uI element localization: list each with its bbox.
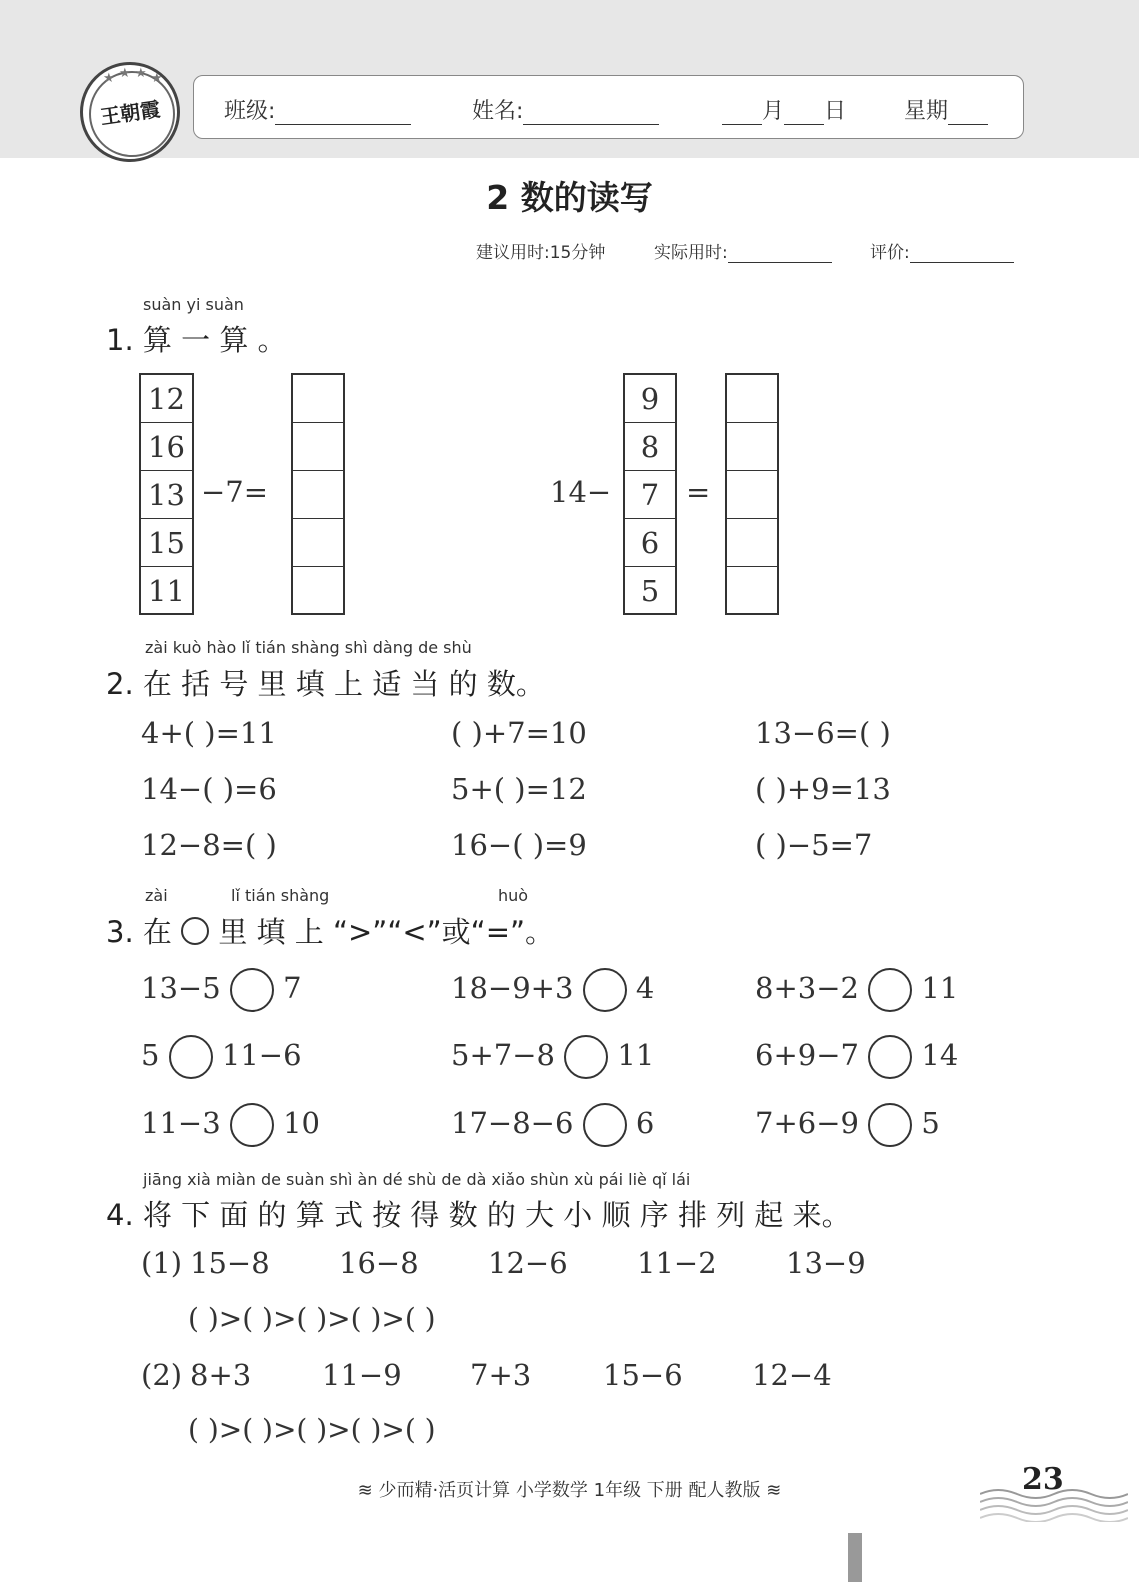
page-number: 23 <box>1022 1462 1064 1497</box>
q2-equation[interactable]: 16−( )=9 <box>451 828 587 862</box>
q4-part2-item: 8+3 <box>190 1358 252 1392</box>
logo-star-icon: ★ <box>103 71 115 86</box>
q4-part2-item: 11−9 <box>322 1358 402 1392</box>
q3-left-expr: 5 <box>141 1038 160 1072</box>
q3-right-expr: 11 <box>921 971 959 1005</box>
q3-right-expr: 11−6 <box>221 1038 302 1072</box>
q4-part2-item: 15−6 <box>603 1358 683 1392</box>
q1-left-answer-column <box>291 373 345 615</box>
logo-star-icon: ★ <box>151 71 163 86</box>
q1-right-prefix: 14− <box>550 475 612 509</box>
weekday-label: 星期 <box>904 99 949 124</box>
q4-part1-item: 13−9 <box>786 1246 866 1280</box>
class-label: 班级: <box>224 99 276 124</box>
actual-time-field[interactable] <box>654 238 832 263</box>
q3-comparison <box>141 1103 320 1147</box>
q1-heading: 1. 算 一 算 。 <box>106 323 287 357</box>
q3-pinyin: zài <box>145 886 168 905</box>
q3-comparison <box>451 1103 654 1147</box>
answer-box[interactable] <box>293 519 343 567</box>
page-title: 2 数的读写 <box>486 178 653 217</box>
day-blank[interactable] <box>784 102 824 125</box>
q3-comparison <box>141 1035 302 1079</box>
weekday-field[interactable] <box>904 94 988 125</box>
q2-equation[interactable]: 13−6=( ) <box>755 716 891 750</box>
answer-box[interactable] <box>293 423 343 471</box>
q1-right-number: 9 <box>625 375 675 423</box>
comparison-circle[interactable] <box>868 1103 912 1147</box>
q4-pinyin: jiāng xià miàn de suàn shì àn dé shù de dà xiǎo shùn xù pái liè qǐ lái <box>143 1170 691 1189</box>
logo-star-icon: ★ <box>119 66 131 81</box>
q1-left-number: 12 <box>141 375 192 423</box>
student-info-box <box>193 75 1024 139</box>
actual-time-label: 实际用时: <box>654 243 728 263</box>
answer-box[interactable] <box>293 375 343 423</box>
weekday-blank[interactable] <box>948 102 988 125</box>
comparison-circle[interactable] <box>868 968 912 1012</box>
q3-left-expr: 7+6−9 <box>755 1106 859 1140</box>
comparison-circle[interactable] <box>583 968 627 1012</box>
q4-part2-label: (2) <box>141 1358 183 1392</box>
q2-equation[interactable]: 5+( )=12 <box>451 772 587 806</box>
q1-right-answer-column <box>725 373 779 615</box>
q3-pinyin: huò <box>498 886 529 905</box>
comparison-circle[interactable] <box>230 968 274 1012</box>
q1-left-operation: −7= <box>201 475 269 509</box>
answer-box[interactable] <box>293 567 343 615</box>
q2-pinyin: zài kuò hào lǐ tián shàng shì dàng de shù <box>145 638 472 657</box>
q2-heading: 2. 在 括 号 里 填 上 适 当 的 数。 <box>106 667 545 701</box>
q1-left-number: 16 <box>141 423 192 471</box>
actual-time-blank[interactable] <box>728 244 832 263</box>
month-blank[interactable] <box>722 102 762 125</box>
q4-part1-label: (1) <box>141 1246 183 1280</box>
q2-equation[interactable]: ( )+7=10 <box>451 716 587 750</box>
evaluation-blank[interactable] <box>910 244 1014 263</box>
name-field[interactable] <box>472 94 659 125</box>
comparison-circle[interactable] <box>230 1103 274 1147</box>
q3-heading <box>106 910 554 951</box>
q1-right-number-column <box>623 373 677 615</box>
q3-comparison <box>141 968 302 1012</box>
name-label: 姓名: <box>472 99 524 124</box>
q3-left-expr: 18−9+3 <box>451 971 574 1005</box>
date-field[interactable] <box>722 94 846 125</box>
answer-box[interactable] <box>727 375 777 423</box>
footer-text: ≋ 少而精·活页计算 小学数学 1年级 下册 配人教版 ≋ <box>357 1480 782 1501</box>
q3-right-expr: 5 <box>921 1106 940 1140</box>
month-label: 月 <box>762 99 785 124</box>
q3-comparison <box>755 1103 940 1147</box>
q4-part1-item: 12−6 <box>488 1246 568 1280</box>
q2-equation[interactable]: 14−( )=6 <box>141 772 277 806</box>
answer-box[interactable] <box>727 423 777 471</box>
comparison-circle[interactable] <box>564 1035 608 1079</box>
q4-part2-answer-line[interactable]: ( )>( )>( )>( )>( ) <box>188 1413 436 1446</box>
name-blank[interactable] <box>523 102 659 125</box>
q2-equation[interactable]: ( )−5=7 <box>755 828 873 862</box>
q4-part1-item: 16−8 <box>339 1246 419 1280</box>
answer-box[interactable] <box>727 567 777 615</box>
q3-left-expr: 17−8−6 <box>451 1106 574 1140</box>
q3-left-expr: 13−5 <box>141 971 221 1005</box>
q3-comparison <box>451 1035 654 1079</box>
q3-right-expr: 14 <box>921 1038 959 1072</box>
class-blank[interactable] <box>275 102 411 125</box>
comparison-circle[interactable] <box>868 1035 912 1079</box>
logo-text: 王朝霞 <box>98 96 162 130</box>
q3-right-expr: 10 <box>283 1106 320 1140</box>
q1-left-number-column <box>139 373 194 615</box>
q4-part2-item: 12−4 <box>752 1358 832 1392</box>
answer-box[interactable] <box>727 471 777 519</box>
q3-left-expr: 8+3−2 <box>755 971 859 1005</box>
q3-right-expr: 4 <box>635 971 655 1005</box>
q3-right-expr: 11 <box>617 1038 655 1072</box>
answer-box[interactable] <box>293 471 343 519</box>
q3-heading-end: 里 填 上 “>”“<”或“=”。 <box>218 915 555 949</box>
q3-comparison <box>451 968 654 1012</box>
q2-equation[interactable]: ( )+9=13 <box>755 772 891 806</box>
q2-equation[interactable]: 4+( )=11 <box>141 716 277 750</box>
q1-right-number: 7 <box>625 471 675 519</box>
evaluation-label: 评价: <box>870 243 910 263</box>
q3-comparison <box>755 968 958 1012</box>
q4-part1-answer-line[interactable]: ( )>( )>( )>( )>( ) <box>188 1302 436 1335</box>
q4-heading: 4. 将 下 面 的 算 式 按 得 数 的 大 小 顺 序 排 列 起 来。 <box>106 1198 851 1232</box>
q1-left-number: 11 <box>148 574 185 608</box>
circle-symbol-icon <box>181 917 209 945</box>
comparison-circle[interactable] <box>583 1103 627 1147</box>
comparison-circle[interactable] <box>169 1035 213 1079</box>
q1-right-number: 5 <box>640 574 660 608</box>
q3-heading-start: 3. 在 <box>106 915 172 949</box>
bottom-edge-bar <box>848 1533 862 1582</box>
q4-part2-item: 7+3 <box>470 1358 532 1392</box>
suggested-time: 建议用时:15分钟 <box>476 243 606 263</box>
q4-part1-item: 11−2 <box>637 1246 717 1280</box>
q1-pinyin: suàn yi suàn <box>143 295 244 314</box>
q1-left-number: 13 <box>141 471 192 519</box>
q3-left-expr: 11−3 <box>141 1106 221 1140</box>
q1-right-number: 6 <box>625 519 675 567</box>
q1-right-number: 8 <box>625 423 675 471</box>
q4-part1-item: 15−8 <box>190 1246 270 1280</box>
answer-box[interactable] <box>727 519 777 567</box>
q3-left-expr: 6+9−7 <box>755 1038 859 1072</box>
class-field[interactable] <box>224 94 411 125</box>
q2-equation[interactable]: 12−8=( ) <box>141 828 277 862</box>
q3-comparison <box>755 1035 958 1079</box>
q3-right-expr: 7 <box>283 971 302 1005</box>
logo-star-icon: ★ <box>135 66 147 81</box>
evaluation-field[interactable] <box>870 238 1014 263</box>
day-label: 日 <box>824 99 847 124</box>
publisher-logo <box>80 62 180 162</box>
q3-pinyin: lǐ tián shàng <box>231 886 330 905</box>
q3-right-expr: 6 <box>635 1106 655 1140</box>
q1-right-equals: = <box>686 475 711 509</box>
q3-left-expr: 5+7−8 <box>451 1038 555 1072</box>
q1-left-number: 15 <box>141 519 192 567</box>
